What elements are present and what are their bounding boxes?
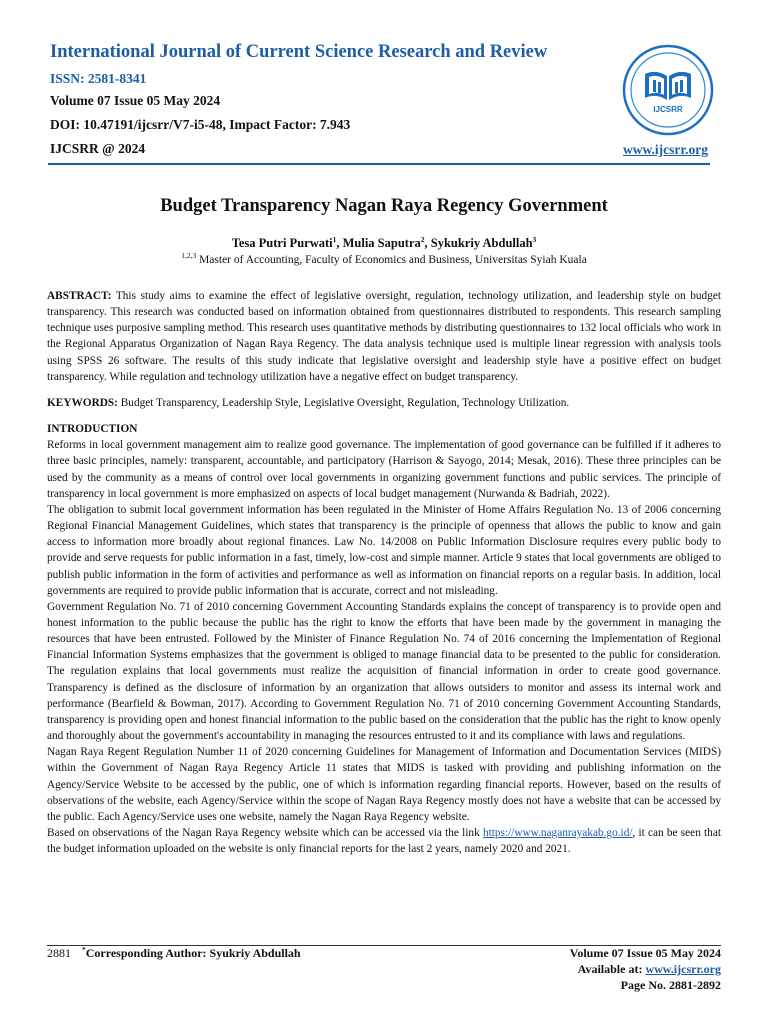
page-number: 2881 (47, 946, 71, 960)
available-label: Available at: (577, 962, 646, 976)
abstract-text: This study aims to examine the effect of legislative oversight, regulation, technology utilization, and leadership style on budget transparency. This research was conducted based on information obtained from questionnaires distributed to respondents. This research sampling technique uses purposive sampling method. This research uses quantitative methods by distributing questionnaires to 132 local officials who work in the Regional Apparatus Organization of Nagan Raya Regency. The data analysis technique used is multiple linear regression with analysis tools using SPSS 26 software. The results of this study indicate that legislative oversight and leadership style have a positive effect on budget transparency. While regulation and technology utilization have a negative effect on budget transparency. (47, 290, 721, 383)
footer-website-link[interactable]: www.ijcsrr.org (645, 962, 721, 976)
intro-paragraph: Reforms in local government management aim to realize good governance. The implementation of good governance can be fulfilled if it adheres to three basic principles, namely: transparent, accountable, and participatory (Harrison & Sayogo, 2014; Mesak, 2016). These three principles can be used by the community as a means of control over local governments in organizing government functions and public services. The principle of transparency in local government is more emphasized on aspects of local budget management (Nurwanda & Badriah, 2022). (47, 439, 721, 500)
journal-logo-icon (622, 44, 714, 136)
paper-title: Budget Transparency Nagan Raya Regency Government (160, 196, 608, 216)
corresponding-text: Corresponding Author: Syukriy Abdullah (85, 946, 301, 960)
authors (0, 236, 768, 251)
paragraph-text: Based on observations of the Nagan Raya Regency website which can be accessed via the link (47, 827, 483, 839)
website-link[interactable]: www.ijcsrr.org (623, 142, 708, 157)
journal-title: International Journal of Current Science Research and Review (50, 42, 548, 62)
abstract-label: ABSTRACT: (47, 290, 112, 302)
keywords-text: Budget Transparency, Leadership Style, Legislative Oversight, Regulation, Technology Utilization. (120, 396, 570, 409)
abstract (47, 288, 721, 385)
corresponding-mark: * (82, 945, 86, 954)
author-separator: , (424, 236, 431, 250)
volume-issue: Volume 07 Issue 05 May 2024 (50, 93, 221, 108)
article-body (47, 288, 721, 857)
paragraph-text: , it can be seen that the budget information uploaded on the website is only financial reports for the last 2 years, namely 2020 and 2021. (47, 827, 721, 856)
affiliation (0, 251, 768, 266)
logo-text: IJCSRR (653, 105, 683, 114)
issn: ISSN: 2581-8341 (50, 71, 147, 86)
intro-paragraph (47, 825, 721, 857)
intro-paragraph: The obligation to submit local government information has been regulated in the Minister of Home Affairs Regulation No. 13 of 2006 concerning Regional Financial Management Guidelines, which states that transparency is the principle of openness that allows the public to know and gain access to information more broadly about regional finances. Law No. 14/2008 on Public Information Disclosure requires every public body to provide and serve requests for public information in a fast, timely, low-cost and simple manner. Article 9 states that local governments are obliged to publish public information in the form of activities and performance as well as information on financial reports on a regular basis. In addition, local governments are required to provide public information that is accurate, correct and not misleading. (47, 503, 721, 597)
footer-volume: Volume 07 Issue 05 May 2024 (569, 946, 721, 960)
author-sup: 1 (332, 234, 337, 244)
keywords-label: KEYWORDS: (47, 396, 118, 409)
author-name: Mulia Saputra (342, 236, 421, 250)
doi-line: DOI: 10.47191/ijcsrr/V7-i5-48, Impact Factor: 7.943 (50, 117, 351, 132)
section-heading-introduction: INTRODUCTION (47, 423, 138, 436)
keywords (47, 395, 721, 411)
intro-paragraph: Nagan Raya Regent Regulation Number 11 of 2020 concerning Guidelines for Management of Information and Documentation Services (MIDS) within the Government of Nagan Raya Regency Article 11 states that MIDS is tasked with providing and publishing information on the Agency/Service Website to be accessed by the public, one of which is information regarding financial reports. However, based on the results of observations of the website, each Agency/Service within the scope of Nagan Raya Regency mostly does not have a website that can be accessed by the public. Each Agency/Service uses one website, namely the Nagan Raya Regency website. (47, 746, 721, 823)
nagan-raya-website-link[interactable]: https://www.naganrayakab.go.id/ (482, 827, 633, 839)
footer-available (578, 962, 721, 977)
corresponding-author (82, 946, 301, 961)
affiliation-text: Master of Accounting, Faculty of Economics and Business, Universitas Syiah Kuala (199, 254, 587, 266)
header-divider (48, 163, 710, 165)
author-name: Sykukriy Abdullah (430, 236, 533, 250)
footer-page-range: Page No. 2881-2892 (620, 978, 721, 992)
author-sup: 2 (420, 234, 425, 244)
author-separator: , (336, 236, 343, 250)
copyright: IJCSRR @ 2024 (50, 141, 146, 156)
author-sup: 3 (532, 234, 537, 244)
author-name: Tesa Putri Purwati (231, 236, 333, 250)
intro-paragraph: Government Regulation No. 71 of 2010 concerning Government Accounting Standards explains the concept of transparency is to provide open and honest information to the public because the public has the right to know the efforts that have been made by the government in managing the resources that have been entrusted. Followed by the Minister of Finance Regulation No. 74 of 2016 concerning the Implementation of Regional Financial Information Systems emphasizes that the government is obliged to manage financial data to be presented to the public for consideration. The regulation explains that local governments must realize the acquisition of financial information in order to create good governance. Transparency is defined as the disclosure of information by an organization that allows outsiders to monitor and assess its internal work and performance (Bearfield & Bowman, 2017). According to Government Regulation No. 71 of 2010 concerning Government Accounting Standards, transparency is providing open and honest financial information to the public based on the consideration that the public has the right to know openly and thoroughly about the government's accountability in managing the resources entrusted to it and its compliance with laws and regulations. (47, 600, 721, 743)
affiliation-sup: 1,2,3 (181, 251, 197, 261)
